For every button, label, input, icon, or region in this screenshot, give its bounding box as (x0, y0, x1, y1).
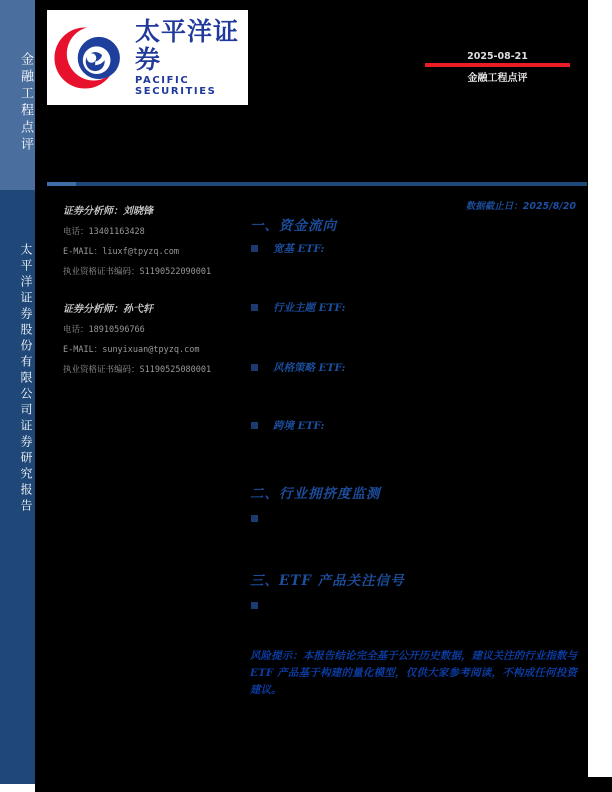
report-date: 2025-08-21 (467, 51, 528, 62)
data-cutoff-date: 数据截止日：2025/8/20 (465, 201, 576, 212)
bullet-signal-item (251, 602, 576, 609)
logo-english-name: PACIFIC SECURITIES (135, 75, 217, 97)
risk-disclaimer: 风险提示：本报告结论完全基于公开历史数据，建议关注的行业指数与 ETF 产品基于构建的量化模型，仅供大家参考阅读，不构成任何投资建议。 (250, 650, 577, 696)
bullet-square-icon (251, 304, 258, 311)
header-divider-accent (47, 182, 76, 186)
logo-chinese-name: 太平洋证券 (135, 17, 240, 74)
bullet-label: 行业主题 ETF: (273, 302, 346, 314)
bullet-crowding-item (251, 515, 576, 522)
bullet-square-icon (251, 515, 258, 522)
section-title-etf-signals: 三、ETF 产品关注信号 (250, 573, 405, 589)
bullet-label: 宽基 ETF: (273, 243, 325, 255)
header-divider (76, 182, 587, 186)
sidebar-report-type-label: 金融工程点评 (18, 52, 33, 154)
bullet-cross-border-etf (251, 418, 576, 433)
bullet-square-icon (251, 245, 258, 252)
analyst-name: 证券分析师：孙弋轩 (63, 304, 153, 315)
bullet-square-icon (251, 364, 258, 371)
analyst-info-block (63, 202, 248, 398)
analyst-phone: 电话：18910596766 (63, 325, 145, 335)
analyst-entry (63, 300, 248, 375)
analyst-email: E-MAIL：sunyixuan@tpyzq.com (63, 345, 200, 355)
analyst-entry (63, 202, 248, 277)
bullet-label: 跨境 ETF: (273, 420, 325, 432)
bullet-style-strategy-etf (251, 360, 576, 375)
sidebar-company-label: 太平洋证券股份有限公司证券研究报告 (19, 243, 33, 515)
pacific-securities-logo-icon (53, 16, 133, 100)
analyst-phone: 电话：13401163428 (63, 227, 145, 237)
bullet-label: 风格策略 ETF: (273, 362, 346, 374)
sidebar-bottom-gap (0, 784, 35, 792)
bullet-square-icon (251, 602, 258, 609)
analyst-email: E-MAIL：liuxf@tpyzq.com (63, 247, 179, 257)
bullet-square-icon (251, 422, 258, 429)
bullet-broad-etf (251, 241, 576, 256)
bullet-industry-theme-etf (251, 300, 576, 315)
report-category: 金融工程点评 (467, 73, 528, 84)
logo-wordmark (135, 18, 248, 97)
section-title-crowding-monitor: 二、行业拥挤度监测 (250, 486, 381, 502)
page-right-margin (588, 0, 612, 777)
analyst-cert-number: 执业资格证书编码：S1190522090001 (63, 267, 212, 277)
company-logo (47, 10, 248, 105)
analyst-name: 证券分析师：刘晓锋 (63, 206, 153, 217)
header-red-rule (425, 63, 570, 67)
analyst-cert-number: 执业资格证书编码：S1190525080001 (63, 365, 212, 375)
section-title-fund-flows: 一、资金流向 (250, 218, 337, 234)
